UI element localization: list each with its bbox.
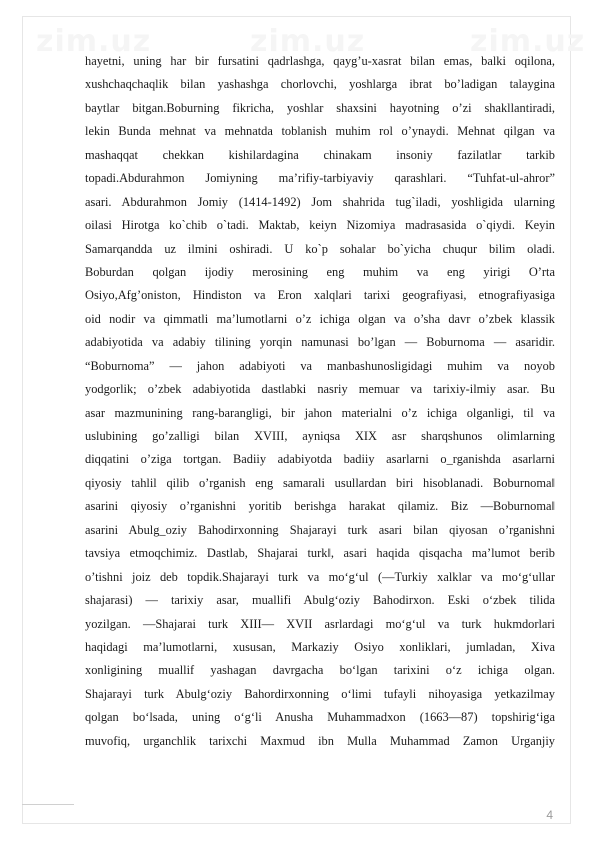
text-line: haqidagi maʼlumotlarni, xususan, Markaziy Osiyo xonliklari, jumladan, Xiva: [85, 639, 555, 654]
text-line: diqqatini o’ziga tortgan. Badiiy adabiyotda badiiy asarlarni o_rganishda asarlarni: [85, 452, 555, 467]
text-line: muvofiq, urganchlik tarixchi Maxmud ibn Mulla Muhammad Zamon Urganjiy: [85, 733, 555, 748]
text-line: asar mazmunining rang-barangligi, bir jahon materialni o’z ichiga olganligi, til va: [85, 405, 555, 420]
text-line: adabiyotida va adabiy tilining yorqin namunasi bo’lgan — Boburnoma — asaridir.: [85, 335, 555, 350]
text-line: xushchaqchaqlik bilan yashashga chorlovchi, yoshlarga ibrat bo’ladigan talaygina: [85, 77, 555, 92]
watermark: zim.uz: [36, 24, 152, 59]
text-line: yozilgan. ―Shajarai turk XIII— XVII asrlardagi moʻgʻul va turk hukmdorlari: [85, 616, 555, 631]
text-line: Boburdan qolgan ijodiy merosining eng muhim va eng yirigi O’rta: [85, 264, 555, 279]
text-line: hayetni, uning har bir fursatini qadrlashga, qayg’u-xasrat bilan emas, balki oqilona,: [85, 54, 555, 68]
text-line: lekin Bunda mehnat va mehnatda toblanish muhim rol o’ynaydi. Mehnat qilgan va: [85, 124, 555, 139]
text-line: shajarasi) — tarixiy asar, muallifi Abulgʻoziy Bahodirxon. Eski oʻzbek tilida: [85, 593, 555, 608]
text-line: baytlar bitgan.Boburning fikricha, yoshlar shaxsini hayotning o’zi shakllantiradi,: [85, 100, 555, 115]
text-line: o’tishni joiz deb topdik.Shajarayi turk va moʻgʻul (―Turkiy xalklar va moʻgʻullar: [85, 569, 555, 584]
text-line: asari. Abdurahmon Jomiy (1414-1492) Jom shahrida tug`iladi, yoshligida ularning: [85, 194, 555, 209]
watermark: zim.uz: [470, 24, 586, 59]
watermark: zim.uz: [250, 24, 366, 59]
text-line: Osiyo,Afg’oniston, Hindiston va Eron xalqlari tarixi geografiyasi, etnografiyasiga: [85, 288, 555, 303]
text-line: asarini qiyosiy o’rganishni yoritib berishga harakat qilamiz. Biz ―Boburnoma‖: [85, 499, 555, 514]
text-line: yodgorlik; o’zbek adabiyotida dastlabki nasriy memuar va tarixiy-ilmiy asar. Bu: [85, 382, 555, 397]
text-line: oilasi Hirotga ko`chib o`tadi. Maktab, keiyn Nizomiya madrasasida o`qiydi. Keyin: [85, 218, 555, 233]
body-text: [85, 50, 555, 753]
text-line: qolgan boʻlsada, uning oʻgʻli Anusha Muhammadxon (1663—87) topshirigʻiga: [85, 710, 555, 725]
text-line: oid nodir va qimmatli ma’lumotlarni o’z ichiga olgan va o’sha davr o’zbek klassik: [85, 311, 555, 326]
footer-divider: [22, 804, 74, 805]
text-line: tavsiya etmoqchimiz. Dastlab, Shajarai turk‖, asari haqida qisqacha ma’lumot berib: [85, 546, 555, 561]
text-line: xonligining muallif yashagan davrgacha boʻlgan tarixini oʻz ichiga olgan.: [85, 663, 555, 678]
text-line: topadi.Abdurahmon Jomiyning ma’rifiy-tarbiyaviy qarashlari. “Tuhfat-ul-ahror”: [85, 171, 555, 186]
text-line: Samarqandda uz ilmini oshiradi. U ko`p sohalar bo`yicha chuqur bilim oladi.: [85, 241, 555, 256]
page-number: 4: [546, 808, 553, 822]
text-line: Shajarayi turk Abulgʻoziy Bahordirxonning oʻlimi tufayli nihoyasiga yetkazilmay: [85, 686, 555, 701]
text-line: qiyosiy tahlil qilib o’rganish eng samarali usullardan biri hisoblanadi. Boburnoma‖: [85, 475, 555, 490]
text-line: uslubining go’zalligi bilan XVIII, ayniqsa XIX asr sharqshunos olimlarning: [85, 429, 555, 443]
text-line: mashaqqat chekkan kishilardagina chinakam insoniy fazilatlar tarkib: [85, 147, 555, 162]
text-line: asarini Abulg_oziy Bahodirxonning Shajarayi turk asari bilan qiyosan o’rganishni: [85, 522, 555, 537]
text-line: “Boburnoma” — jahon adabiyoti va manbashunosligidagi muhim va noyob: [85, 358, 555, 373]
